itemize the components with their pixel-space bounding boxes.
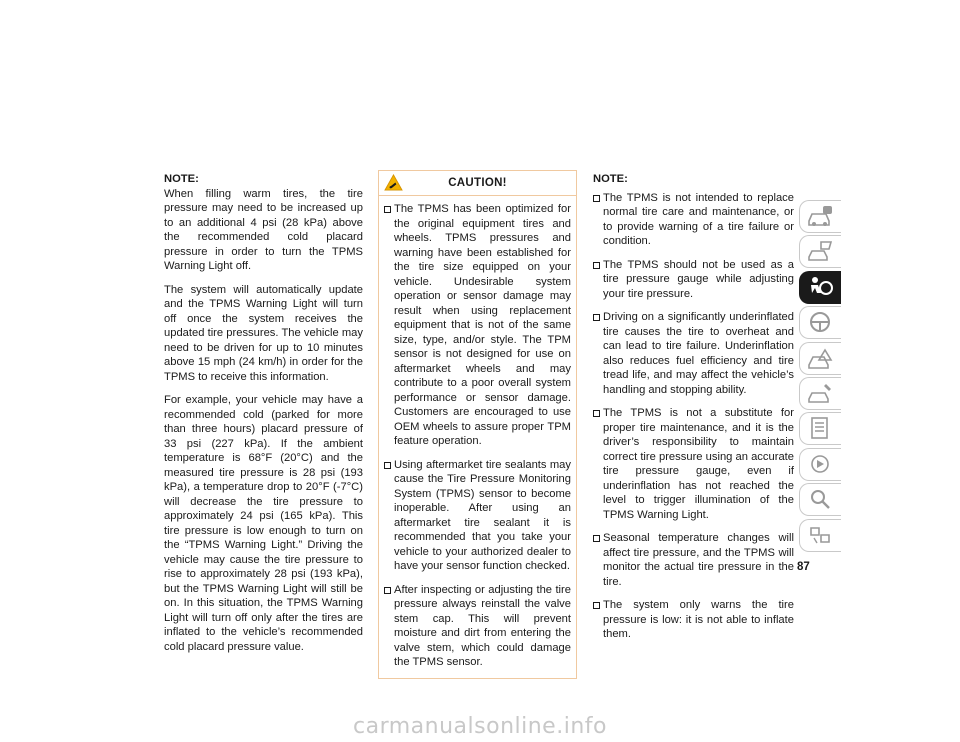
- multimedia-icon: [806, 452, 834, 477]
- tab-specifications[interactable]: [799, 412, 841, 445]
- caution-header: [379, 171, 576, 196]
- caution-title: CAUTION!: [448, 177, 507, 189]
- tab-servicing[interactable]: [799, 377, 841, 410]
- tab-dashboard[interactable]: [799, 235, 841, 268]
- tab-multimedia[interactable]: [799, 448, 841, 481]
- note-item: The TPMS should not be used as a tire pressure gauge while adjusting your tire pressure.: [593, 258, 794, 302]
- caution-list: [384, 202, 571, 670]
- caution-column: [378, 170, 577, 679]
- chapter-tabs: [799, 200, 841, 554]
- caution-item: Using aftermarket tire sealants may cause the Tire Pressure Monitoring System (TPMS) sensor to become inoperable. After using an aftermarket tire sealant it is recommended that you take your vehicle to your authorized dealer to have your sensor function checked.: [384, 458, 571, 574]
- note-item: The TPMS is not a substitute for proper tire maintenance, and it is the driver’s responsibility to maintain correct tire pressure using an accurate tire pressure gauge, even if underinflation has not reached the level to trigger illumination of the TPMS Warning Light.: [593, 406, 794, 522]
- car-dashboard-icon: [806, 239, 834, 264]
- language-icon: [806, 523, 834, 548]
- steering-wheel-icon: [806, 310, 834, 335]
- note-text: When filling warm tires, the tire pressure may need to be increased up to an additional 4 psi (28 kPa) above the recommended cold placard pressure in order to turn the TPMS Warning Light off.: [164, 187, 363, 272]
- note-block: [164, 172, 363, 274]
- car-info-icon: [806, 204, 834, 229]
- note-list: [593, 191, 794, 642]
- warning-triangle-icon: [384, 174, 403, 191]
- note-item: Driving on a significantly underinflated tire causes the tire to overheat and can lead to tire failure. Underinflation also reduces fuel efficiency and tire tread life, and may affect the vehicle’s handling and stopping ability.: [593, 310, 794, 397]
- left-column: [164, 172, 363, 663]
- tab-driving[interactable]: [799, 306, 841, 339]
- note-item: Seasonal temperature changes will affect tire pressure, and the TPMS will monitor the actual tire pressure in the tire.: [593, 531, 794, 589]
- tab-safety[interactable]: [799, 271, 841, 304]
- caution-item: The TPMS has been optimized for the original equipment tires and wheels. TPMS pressures and warning have been established for the tire size equipped on your vehicle. Undesirable system operation or sensor damage may result when using replacement equipment that is not of the same size, type, and/or style. The TPM sensor is not designed for use on aftermarket wheels and may contribute to a poor overall system performance or sensor damage. Customers are encouraged to use OEM wheels to assure proper TPM feature operation.: [384, 202, 571, 449]
- tab-car-info[interactable]: [799, 200, 841, 233]
- note-label: NOTE:: [164, 173, 199, 185]
- tab-emergency[interactable]: [799, 342, 841, 375]
- right-column: [593, 172, 794, 651]
- page-number: 87: [797, 561, 810, 573]
- maintenance-list-icon: [806, 416, 834, 441]
- paragraph-example: For example, your vehicle may have a recommended cold (parked for more than three hours) placard pressure of 33 psi (227 kPa). If the ambient temperature is 68°F (20°C) and the measured tire pressure is 28 psi (193 kPa), a temperature drop to 20°F (-7°C) will decrease the tire pressure to approximately 24 psi (165 kPa). This tire pressure is low enough to turn on the “TPMS Warning Light.” Driving the vehicle may cause the tire pressure to rise to approximately 28 psi (193 kPa), but the TPMS Warning Light will still be on. In this situation, the TPMS Warning Light will turn off only after the tires are inflated to the vehicle’s recommended cold placard pressure value.: [164, 394, 363, 653]
- note-label: NOTE:: [593, 173, 628, 185]
- caution-box: [378, 170, 577, 679]
- tab-index[interactable]: [799, 483, 841, 516]
- car-service-icon: [806, 381, 834, 406]
- emergency-icon: [806, 346, 834, 371]
- note-item: The TPMS is not intended to replace normal tire care and maintenance, or to provide warning of a tire failure or condition.: [593, 191, 794, 249]
- note-item: The system only warns the tire pressure is low: it is not able to inflate them.: [593, 598, 794, 642]
- caution-item: After inspecting or adjusting the tire pressure always reinstall the valve stem cap. This will prevent moisture and dirt from entering the valve stem, which could damage the TPMS sensor.: [384, 583, 571, 670]
- tab-language[interactable]: [799, 519, 841, 552]
- watermark: carmanualsonline.info: [353, 714, 607, 739]
- search-index-icon: [806, 487, 834, 512]
- safety-airbag-icon: [806, 275, 834, 300]
- paragraph-auto-update: The system will automatically update and the TPMS Warning Light will turn off once the system receives the updated tire pressures. The vehicle may need to be driven for up to 10 minutes above 15 mph (24 km/h) in order for the TPMS to receive this information.: [164, 283, 363, 383]
